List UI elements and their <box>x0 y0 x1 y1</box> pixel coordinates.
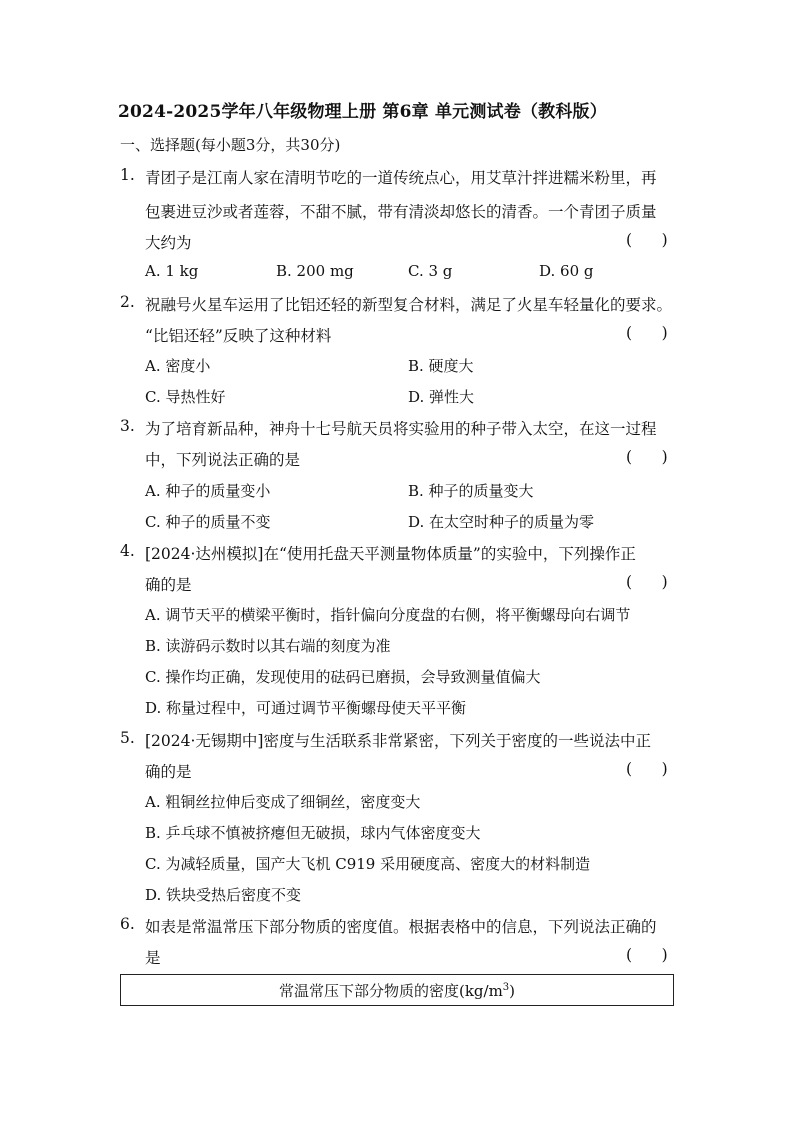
table-caption-superscript: 3 <box>502 982 510 993</box>
table-caption <box>121 980 673 1001</box>
option-d: D. 铁块受热后密度不变 <box>145 886 302 904</box>
option-b: B. 乒乓球不慎被挤瘪但无破损，球内气体密度变大 <box>145 824 481 842</box>
option-d: D. 在太空时种子的质量为零 <box>408 513 595 531</box>
table-caption-text: 常温常压下部分物质的密度(kg/m <box>278 982 503 1000</box>
question-text: 青团子是江南人家在清明节吃的一道传统点心，用艾草汁拌进糯米粉里，再 <box>145 169 657 187</box>
answer-blank: ( ) <box>626 448 668 466</box>
option-a: A. 1 kg <box>145 262 199 280</box>
question-number: 6. <box>120 915 135 933</box>
page-title: 2024-2025学年八年级物理上册 第6章 单元测试卷（教科版） <box>118 102 607 122</box>
question-text: 大约为 <box>145 234 192 252</box>
question-number: 4. <box>120 542 135 560</box>
option-b: B. 读游码示数时以其右端的刻度为准 <box>145 637 391 655</box>
table-caption-end: ) <box>509 982 516 1000</box>
question-number: 3. <box>120 417 135 435</box>
answer-blank: ( ) <box>626 231 668 249</box>
question-number: 2. <box>120 293 135 311</box>
question-text: 是 <box>145 949 161 967</box>
question-text: 如表是常温常压下部分物质的密度值。根据表格中的信息，下列说法正确的 <box>145 918 657 936</box>
question-text: 中，下列说法正确的是 <box>145 451 301 469</box>
question-text: “比铝还轻”反映了这种材料 <box>145 327 332 345</box>
option-c: C. 操作均正确，发现使用的砝码已磨损，会导致测量值偏大 <box>145 668 541 686</box>
question-text: [2024·达州模拟]在“使用托盘天平测量物体质量”的实验中，下列操作正 <box>145 545 636 563</box>
option-a: A. 粗铜丝拉伸后变成了细铜丝，密度变大 <box>145 793 421 811</box>
question-number: 1. <box>120 166 135 184</box>
option-b: B. 200 mg <box>276 262 354 280</box>
answer-blank: ( ) <box>626 760 668 778</box>
option-b: B. 种子的质量变大 <box>408 482 534 500</box>
question-text: [2024·无锡期中]密度与生活联系非常紧密，下列关于密度的一些说法中正 <box>145 732 651 750</box>
question-text: 包裹进豆沙或者莲蓉，不甜不腻，带有清淡却悠长的清香。一个青团子质量 <box>145 203 657 221</box>
option-a: A. 调节天平的横梁平衡时，指针偏向分度盘的右侧，将平衡螺母向右调节 <box>145 606 631 624</box>
option-a: A. 种子的质量变小 <box>145 482 271 500</box>
option-d: D. 称量过程中，可通过调节平衡螺母使天平平衡 <box>145 699 467 717</box>
option-a: A. 密度小 <box>145 357 211 375</box>
question-number: 5. <box>120 729 135 747</box>
option-c: C. 3 g <box>408 262 453 280</box>
question-text: 为了培育新品种，神舟十七号航天员将实验用的种子带入太空，在这一过程 <box>145 420 657 438</box>
option-d: D. 弹性大 <box>408 388 475 406</box>
answer-blank: ( ) <box>626 573 668 591</box>
question-text: 祝融号火星车运用了比铝还轻的新型复合材料，满足了火星车轻量化的要求。 <box>145 296 673 314</box>
option-d: D. 60 g <box>539 262 594 280</box>
answer-blank: ( ) <box>626 324 668 342</box>
option-c: C. 种子的质量不变 <box>145 513 271 531</box>
answer-blank: ( ) <box>626 946 668 964</box>
option-b: B. 硬度大 <box>408 357 474 375</box>
question-text: 确的是 <box>145 763 192 781</box>
density-table <box>120 974 674 1006</box>
section-heading: 一、选择题(每小题3分，共30分) <box>120 136 341 154</box>
question-text: 确的是 <box>145 576 192 594</box>
option-c: C. 为减轻质量，国产大飞机 C919 采用硬度高、密度大的材料制造 <box>145 855 591 873</box>
option-c: C. 导热性好 <box>145 388 226 406</box>
